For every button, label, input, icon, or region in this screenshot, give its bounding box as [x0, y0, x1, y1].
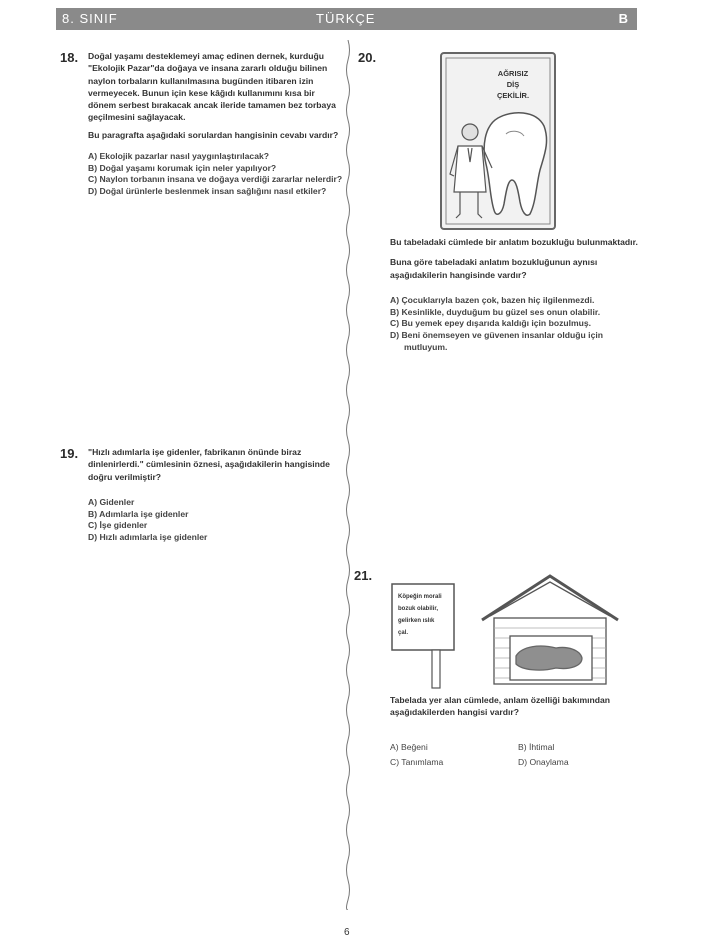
sign-line-1: AĞRISIZ: [497, 69, 529, 78]
question-stem: [390, 236, 648, 353]
warning-sign: [392, 584, 454, 688]
question-20-body: [358, 236, 648, 353]
sign-line-2: bozuk olabilir,: [398, 606, 439, 612]
question-number-21: 21.: [354, 568, 373, 583]
option-c[interactable]: C) Naylon torbanın insana ve doğaya verdiği zararlar nelerdir?: [88, 174, 343, 185]
sign-line-1: Köpeğin morali: [398, 594, 442, 600]
question-stem: [88, 446, 345, 544]
option-a[interactable]: A) Çocuklarıyla bazen çok, bazen hiç ilgilenmezdi.: [390, 294, 595, 305]
option-b[interactable]: B) Doğal yaşamı korumak için neler yapılıyor?: [88, 162, 277, 173]
sign-line-2: DİŞ: [506, 80, 520, 89]
option-b[interactable]: B) Kesinlikle, duyduğum bu güzel ses onun olabilir.: [390, 306, 601, 317]
sign-line-4: çal.: [398, 630, 409, 636]
option-a[interactable]: A) Ekolojik pazarlar nasıl yaygınlaştırılacak?: [88, 151, 270, 162]
option-b[interactable]: B) İhtimal: [518, 742, 555, 752]
question-number: 19.: [60, 446, 79, 461]
booklet-label: B: [618, 11, 629, 26]
option-b[interactable]: B) Adımlarla işe gidenler: [88, 508, 189, 519]
sign-line-3: ÇEKİLİR.: [496, 91, 530, 100]
dentist-sign-illustration: [440, 52, 556, 230]
question-number: 18.: [60, 50, 79, 65]
question-info: Bu tabeladaki cümlede bir anlatım bozukluğu bulunmaktadır.: [390, 237, 638, 247]
page-header: [56, 8, 637, 30]
options-list: [390, 295, 648, 354]
option-d[interactable]: D) Hızlı adımlarla işe gidenler: [88, 532, 208, 542]
subject-label: TÜRKÇE: [316, 11, 376, 26]
sign-line-3: gelirken ıslık: [398, 618, 435, 624]
question-stem: [88, 50, 345, 198]
question-stem: [390, 694, 648, 719]
question-prompt: Bu paragrafta aşağıdaki sorulardan hangisinin cevabı vardır?: [88, 129, 339, 140]
question-prompt: Buna göre tabeladaki anlatım bozukluğunun aynısı aşağıdakilerin hangisinde vardır?: [390, 257, 598, 280]
paragraph: Doğal yaşamı desteklemeyi amaç edinen dernek, kurduğu "Ekolojik Pazar"da doğaya ve insana zararlı olduğu bilinen naylon torbaların kullanılmasına bugünden itibaren izin vermeyecek. Bunun için kese kâğıdı kullanımını kısa bir dönem serbest bırakacak ancak ileride tamamen bez torbaya geçilmesini sağlayacak.: [88, 51, 336, 123]
question-prompt: "Hızlı adımlarla işe gidenler, fabrikanın önünde biraz dinlenirlerdi." cümlesinin öznesi, aşağıdakilerin hangisinde doğru verilmiştir?: [88, 447, 330, 482]
option-c[interactable]: C) Tanımlama: [390, 757, 444, 767]
question-19: [60, 446, 345, 544]
option-a[interactable]: A) Beğeni: [390, 742, 428, 752]
option-d[interactable]: D) Onaylama: [518, 757, 569, 767]
question-21-body: [358, 694, 648, 719]
question-number-20: 20.: [358, 50, 377, 65]
grade-label: 8. SINIF: [62, 11, 118, 26]
option-d[interactable]: D) Beni önemseyen ve güvenen insanlar olduğu için mutluyum.: [390, 330, 603, 352]
doghouse: [482, 576, 618, 684]
options-list: [88, 497, 345, 544]
option-d[interactable]: D) Doğal ürünlerle beslenmek insan sağlığını nasıl etkiler?: [88, 186, 327, 197]
options-list: [88, 151, 345, 198]
option-c[interactable]: C) Bu yemek epey dışarıda kaldığı için bozulmuş.: [390, 318, 592, 329]
column-divider: [344, 40, 352, 910]
option-c[interactable]: C) İşe gidenler: [88, 520, 148, 531]
doghouse-illustration: [390, 574, 646, 690]
question-prompt: Tabelada yer alan cümlede, anlam özelliği bakımından aşağıdakilerden hangisi vardır?: [390, 695, 611, 718]
dog-icon: [516, 646, 582, 670]
page-number: 6: [344, 927, 350, 938]
option-a[interactable]: A) Gidenler: [88, 496, 135, 507]
question-18: [60, 50, 345, 198]
